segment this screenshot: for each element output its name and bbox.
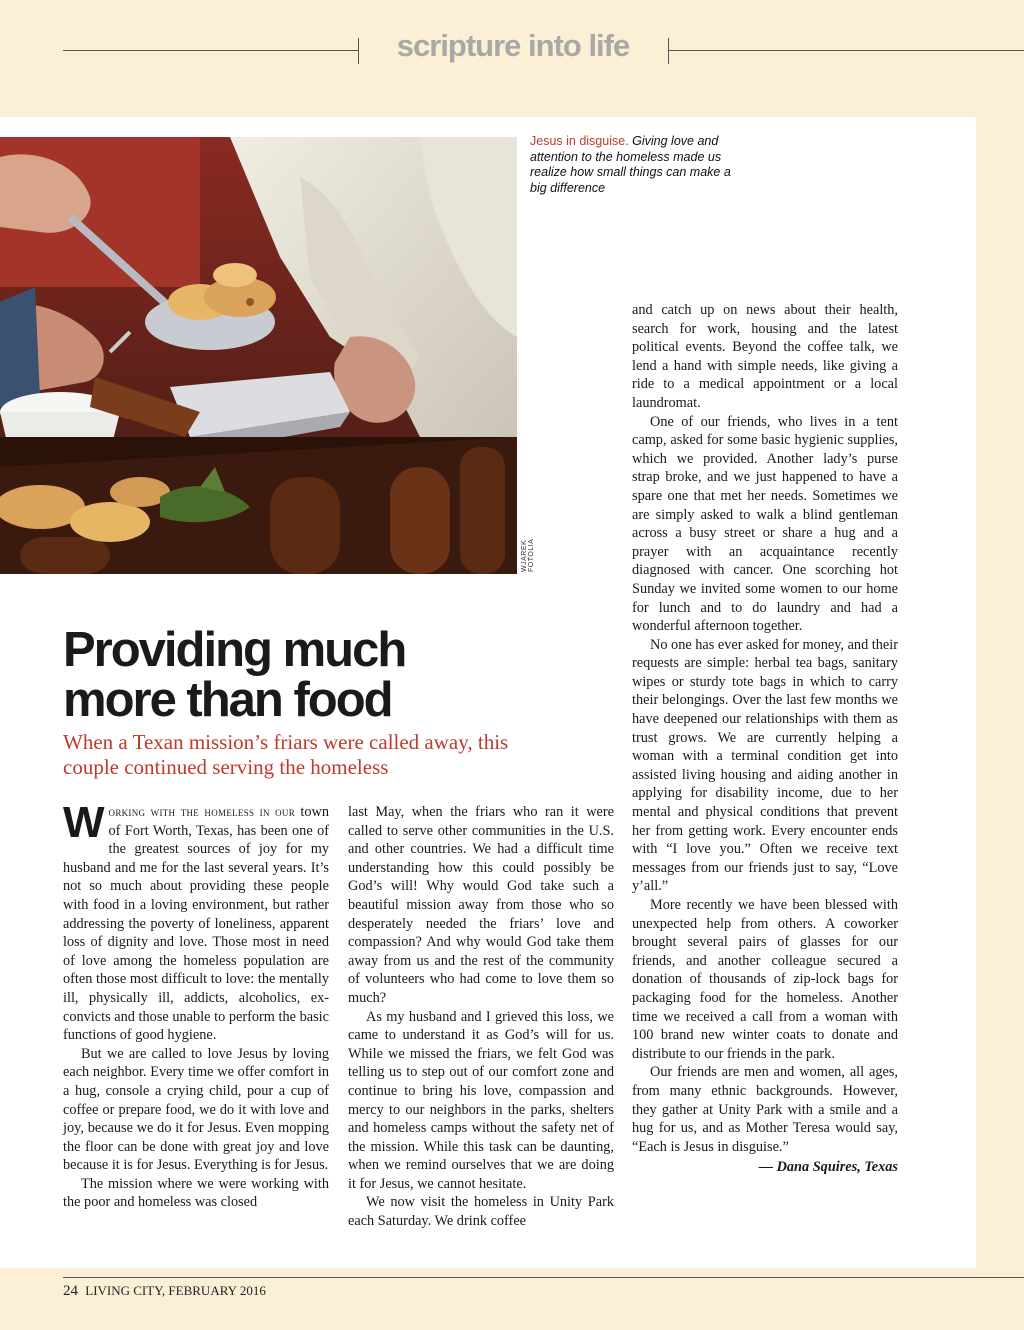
article-column-2 <box>348 803 614 1231</box>
article-paragraph: No one has ever asked for money, and their requests are simple: herbal tea bags, sanitary wipes or sturdy tote bags in which to carry their belongings. Over the last few months we have deepened our relationships with them as trust grows. We are currently helping a woman with a terminal condition get into assisted living housing and aiding another in applying for disability income, due to her mental and physical conditions that prevent her from getting work. Every encounter ends with “I love you.” Often we receive text messages from our friends just to say, “Love y’all.” <box>632 636 898 895</box>
article-paragraph: last May, when the friars who ran it were called to serve other communities in the U.S. and other countries. We had a difficult time understanding how this could possibly be God’s will! Why would God take such a beautiful mission away from those who so desperately needed the friars’ love and compassion? And why would God take them away from us and the rest of the community of volunteers who had come to love them so much? <box>348 804 614 1006</box>
header-rule-right <box>668 50 1024 51</box>
article-paragraph: We now visit the homeless in Unity Park each Saturday. We drink coffee <box>348 1194 614 1230</box>
article-paragraph: As my husband and I grieved this loss, we came to understand it as God’s will for us. While we missed the friars, we felt God was telling us to step out of our comfort zone and continue to bring his love, compassion and mercy to our neighbors in the parks, shelters and homeless camps without the safety net of the mission. While this task can be daunting, when we remind ourselves that we are doing it for Jesus, we cannot hesitate. <box>348 1008 614 1192</box>
section-title: scripture into life <box>396 28 630 63</box>
article-page <box>0 117 976 1268</box>
caption-text: Giving love and attention to the homeless made us realize how small things can make a big difference <box>530 134 731 195</box>
page-folio <box>63 1283 266 1300</box>
publication-info: LIVING CITY, FEBRUARY 2016 <box>85 1283 266 1298</box>
header-rule-left <box>63 50 358 51</box>
photo-credit: WJAREK · FOTOLIA <box>521 534 535 572</box>
footer-rule <box>63 1277 1024 1278</box>
article-paragraph: More recently we have been blessed with unexpected help from others. A coworker brought several pairs of glasses for our friends, and another colleague secured a donation of thousands of zip-lock bags for packaging food for the homeless. Another time we received a call from a woman with 100 brand new winter coats to donate and distribute to our friends in the park. <box>632 897 898 1062</box>
author-signature: — Dana Squires, Texas <box>758 1159 898 1176</box>
article-photo <box>0 137 517 574</box>
caption-lead: Jesus in disguise. <box>530 134 629 148</box>
photo-caption <box>530 134 750 196</box>
article-paragraph: The mission where we were working with the poor and homeless was closed <box>63 1175 329 1211</box>
article-column-3 <box>632 301 898 1177</box>
drop-cap: W <box>63 798 105 847</box>
paragraph-text: town of Fort Worth, Texas, has been one of the greatest sources of joy for my husband and me for the last several years. It’s not so much about providing these people with food in a loving environment, but rather addressing the poverty of loneliness, apparent loss of dignity and love. Those most in need of love among the homeless population are often those most difficult to love: the mentally ill, physically ill, addicts, alcoholics, ex-convicts and those unable to perform the basic functions of good hygiene. <box>63 804 329 1044</box>
article-headline: Providing much more than food <box>63 623 406 727</box>
article-deck: When a Texan mission’s friars were called away, this couple continued serving the homeless <box>63 730 509 779</box>
article-paragraph: One of our friends, who lives in a tent camp, asked for some basic hygienic supplies, which we provided. Another lady’s purse strap broke, and we just happened to have a spare one that met her needs. Sometimes we are simply asked to walk a blind gentleman across a busy street or share a hug and a prayer with an acquaintance recently diagnosed with cancer. One scorching hot Sunday we invited some women to our home for lunch and to do laundry and had a wonderful afternoon together. <box>632 413 898 635</box>
article-paragraph <box>63 798 329 1045</box>
header-tick-right <box>668 38 669 64</box>
article-paragraph: Our friends are men and women, all ages, from many ethnic backgrounds. However, they gather at Unity Park with a smile and a hug for us, and as Mother Teresa would say, “Each is Jesus in disguise.” <box>632 1064 898 1155</box>
article-column-1 <box>63 798 329 1212</box>
article-paragraph: But we are called to love Jesus by loving each neighbor. Every time we offer comfort in a hug, console a crying child, pour a cup of coffee or prepare food, we do it with love and joy, because we do it for Jesus. Even mopping the floor can be done with great joy and love because it is for Jesus. Everything is for Jesus. <box>63 1045 329 1174</box>
food-serving-illustration <box>0 137 517 574</box>
lead-in-smallcaps: orking with the homeless in our <box>108 804 296 819</box>
section-header <box>0 0 1024 100</box>
page-number: 24 <box>63 1283 78 1299</box>
article-paragraph: and catch up on news about their health, search for work, housing and the latest political events. Beyond the coffee talk, we lend a hand with simple needs, like giving a ride to a medical appointment or a local laundromat. <box>632 302 898 411</box>
